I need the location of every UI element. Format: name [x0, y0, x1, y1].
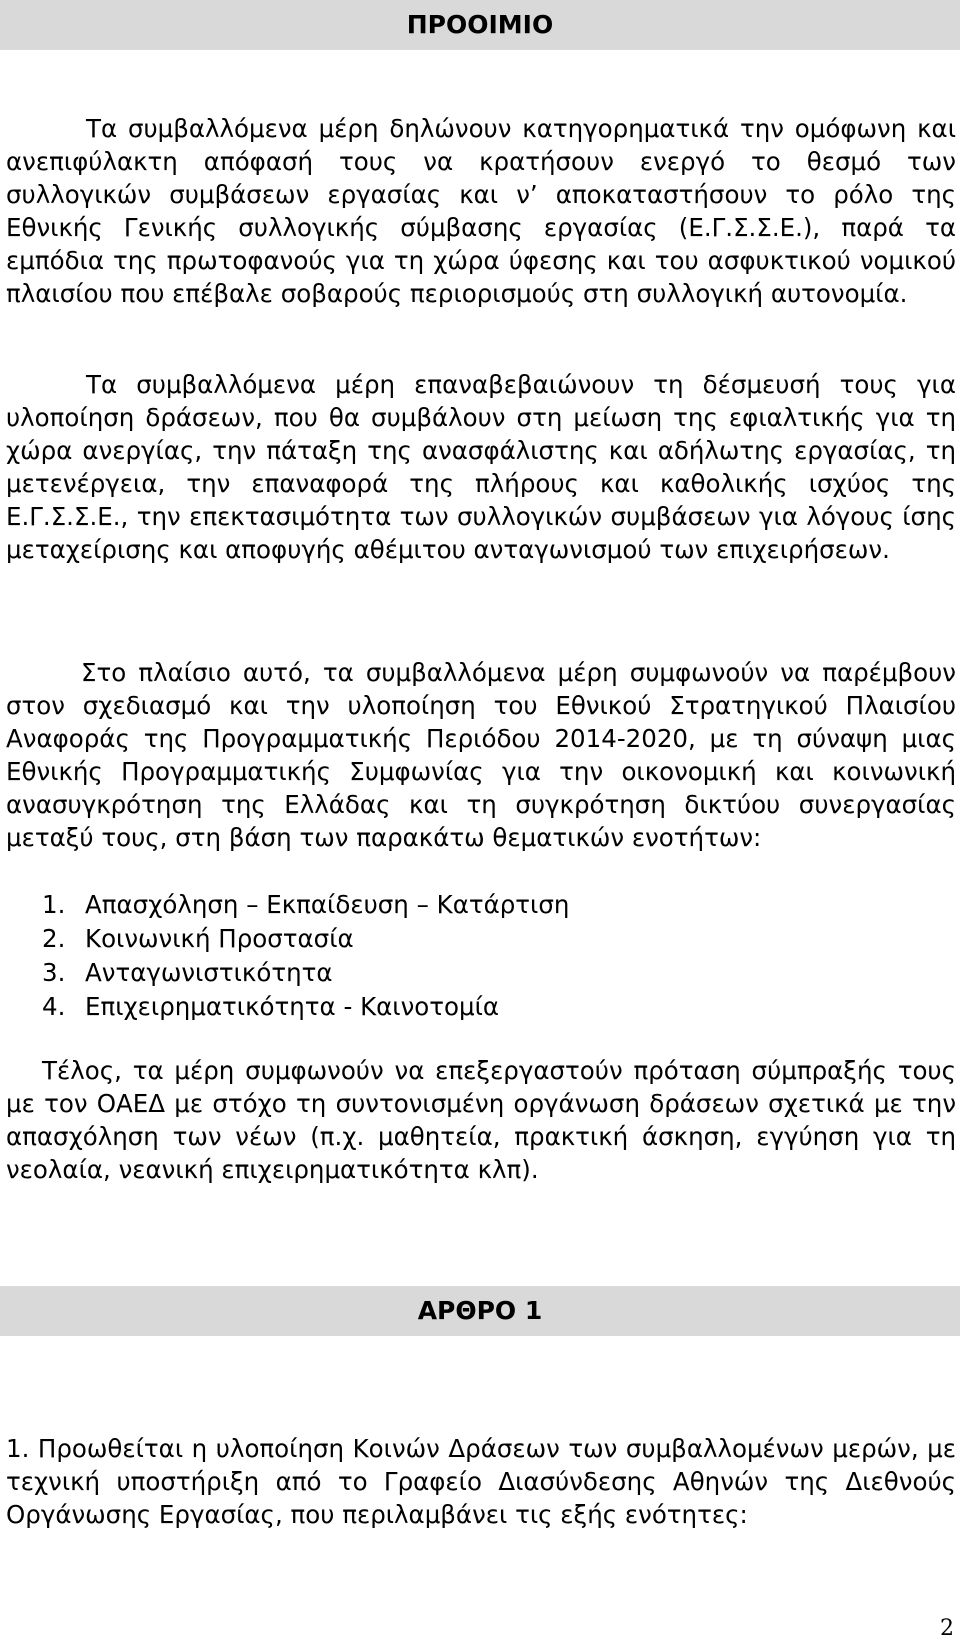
- list-item-number: 3.: [42, 958, 66, 987]
- preamble-paragraph-4: [6, 1054, 956, 1186]
- preamble-paragraph-3: [6, 656, 956, 854]
- list-item: [42, 990, 569, 1024]
- list-item: [42, 956, 569, 990]
- list-item-number: 2.: [42, 924, 66, 953]
- list-item-text: Απασχόληση – Εκπαίδευση – Κατάρτιση: [85, 890, 570, 919]
- list-item-number: 4.: [42, 992, 66, 1021]
- paragraph-text: 1. Προωθείται η υλοποίηση Κοινών Δράσεων των συμβαλλομένων μερών, με τεχνική υποστήριξη από το Γραφείο Διασύνδεσης Αθηνών της Διεθνούς Οργάνωσης Εργασίας, που περιλαμβάνει τις εξής ενότητες:: [6, 1434, 956, 1529]
- preamble-heading: ΠΡΟΟΙΜΙΟ: [0, 0, 960, 50]
- paragraph-text: Τα συμβαλλόμενα μέρη επαναβεβαιώνουν τη δέσμευσή τους για υλοποίηση δράσεων, που θα συμβάλουν στη μείωση της εφιαλτικής για τη χώρα ανεργίας, την πάταξη της ανασφάλιστης και αδήλωτης εργασίας, τη μετενέργεια, την επαναφορά της πλήρους και καθολικής ισχύος της Ε.Γ.Σ.Σ.Ε., την επεκτασιμότητα των συλλογικών συμβάσεων για λόγους ίσης μεταχείρισης και αποφυγής αθέμιτου ανταγωνισμού των επιχειρήσεων.: [6, 370, 956, 564]
- list-item-text: Επιχειρηματικότητα - Καινοτομία: [85, 992, 500, 1021]
- paragraph-text: Τα συμβαλλόμενα μέρη δηλώνουν κατηγορηματικά την ομόφωνη και ανεπιφύλακτη απόφασή τους να κρατήσουν ενεργό το θεσμό των συλλογικών συμβάσεων εργασίας και ν’ αποκαταστήσουν το ρόλο της Εθνικής Γενικής συλλογικής σύμβασης εργασίας (Ε.Γ.Σ.Σ.Ε.), παρά τα εμπόδια της πρωτοφανούς για τη χώρα ύφεσης και του ασφυκτικού νομικού πλαισίου που επέβαλε σοβαρούς περιορισμούς στη συλλογική αυτονομία.: [6, 114, 956, 308]
- list-item-number: 1.: [42, 890, 66, 919]
- list-item-text: Ανταγωνιστικότητα: [85, 958, 333, 987]
- page-number: 2: [940, 1616, 954, 1641]
- preamble-paragraph-1: [6, 112, 956, 310]
- list-item-text: Κοινωνική Προστασία: [85, 924, 354, 953]
- article-1-heading: ΑΡΘΡΟ 1: [0, 1286, 960, 1336]
- thematic-units-list: [42, 888, 569, 1024]
- list-item: [42, 888, 569, 922]
- preamble-paragraph-2: [6, 368, 956, 566]
- list-item: [42, 922, 569, 956]
- paragraph-text: Τέλος, τα μέρη συμφωνούν να επεξεργαστούν πρόταση σύμπραξής τους με τον ΟΑΕΔ με στόχο τη συντονισμένη οργάνωση δράσεων σχετικά με την απασχόληση των νέων (π.χ. μαθητεία, πρακτική άσκηση, εγγύηση για τη νεολαία, νεανική επιχειρηματικότητα κλπ).: [6, 1056, 956, 1184]
- paragraph-text: Στο πλαίσιο αυτό, τα συμβαλλόμενα μέρη συμφωνούν να παρέμβουν στον σχεδιασμό και την υλοποίηση του Εθνικού Στρατηγικού Πλαισίου Αναφοράς της Προγραμματικής Περιόδου 2014-2020, με τη σύναψη μιας Εθνικής Προγραμματικής Συμφωνίας για την οικονομική και κοινωνική ανασυγκρότηση της Ελλάδας και τη συγκρότηση δικτύου συνεργασίας μεταξύ τους, στη βάση των παρακάτω θεματικών ενοτήτων:: [6, 658, 956, 852]
- article-1-paragraph: [6, 1432, 956, 1531]
